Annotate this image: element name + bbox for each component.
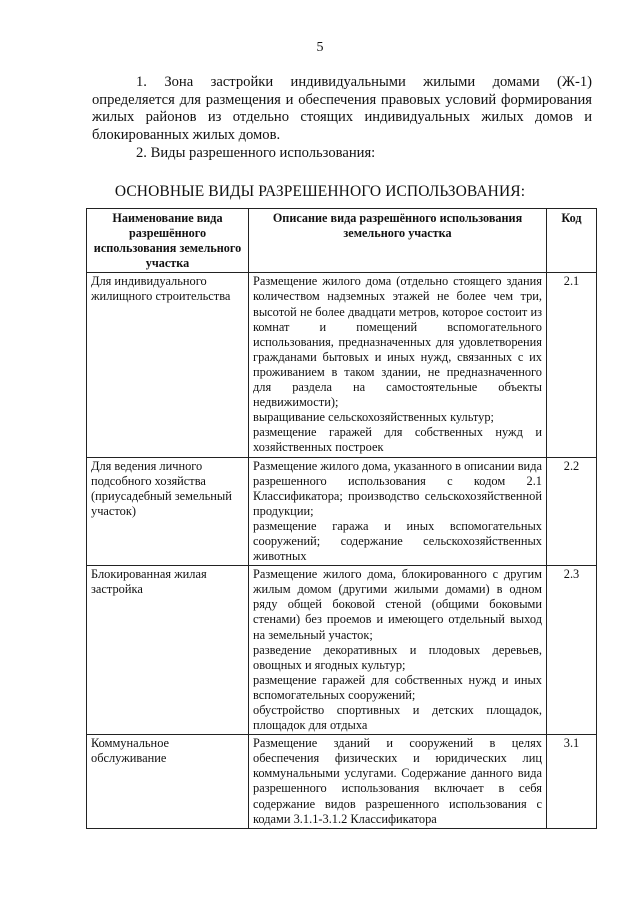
section-title: ОСНОВНЫЕ ВИДЫ РАЗРЕШЕННОГО ИСПОЛЬЗОВАНИЯ: xyxy=(114,183,526,200)
header-code: Код xyxy=(547,209,597,273)
use-name: Блокированная жилая застройка xyxy=(87,566,249,735)
description-line: Размещение жилого дома, блокированного с другим жилым домом (другими жилыми домами) в одном ряду общей боковой стеной (общими боковыми стенами) без проемов и имеющего отдельный выход на земельный участок; xyxy=(253,567,542,642)
use-description xyxy=(249,457,547,566)
use-description xyxy=(249,273,547,457)
table-row xyxy=(87,566,597,735)
use-description xyxy=(249,566,547,735)
table-row xyxy=(87,273,597,457)
table-row xyxy=(87,457,597,566)
description-line: выращивание сельскохозяйственных культур; xyxy=(253,410,495,425)
description-line: размещение гаражей для собственных нужд и иных вспомогательных сооружений; xyxy=(253,672,542,702)
intro-paragraph-zone: 1. Зона застройки индивидуальными жилыми домами (Ж-1) определяется для размещения и обеспечения правовых условий формирования жилых районов из отдельно стоящих индивидуальных жилых домов и блокированных жилых домов. xyxy=(92,74,592,143)
header-description: Описание вида разрешённого использования земельного участка xyxy=(249,209,547,273)
permitted-uses-table xyxy=(86,208,597,829)
use-name: Для индивидуального жилищного строительства xyxy=(87,273,249,457)
use-name: Коммунальное обслуживание xyxy=(87,735,249,829)
intro-paragraph-uses: 2. Виды разрешенного использования: xyxy=(136,145,376,161)
use-code: 3.1 xyxy=(547,735,597,829)
use-code: 2.1 xyxy=(547,273,597,457)
use-code: 2.3 xyxy=(547,566,597,735)
description-line: размещение гаража и иных вспомогательных сооружений; содержание сельскохозяйственных животных xyxy=(253,518,542,564)
header-name: Наименование вида разрешённого использования земельного участка xyxy=(87,209,249,273)
table-header-row xyxy=(87,209,597,273)
page-number: 5 xyxy=(316,40,324,55)
description-line: Размещение жилого дома (отдельно стоящего здания количеством надземных этажей не более чем три, высотой не более двадцати метров, которое состоит из комнат и помещений вспомогательного использования, предназначенных для удовлетворения гражданами бытовых и иных нужд, связанных с их проживанием в таком здании, не предназначенного для раздела на самостоятельные объекты недвижимости); xyxy=(253,274,542,410)
description-line: Размещение зданий и сооружений в целях обеспечения физических и юридических лиц коммунальными услугами. Содержание данного вида разрешенного использования включает в себя содержание видов разрешенного использования с кодами 3.1.1-3.1.2 Классификатора xyxy=(253,736,542,826)
description-line: Размещение жилого дома, указанного в описании вида разрешенного использования с кодом 2.1 Классификатора; производство сельскохозяйственной продукции; xyxy=(253,458,542,518)
description-line: размещение гаражей для собственных нужд и хозяйственных построек xyxy=(253,425,542,455)
use-code: 2.2 xyxy=(547,457,597,566)
table-row xyxy=(87,735,597,829)
description-line: разведение декоративных и плодовых деревьев, овощных и ягодных культур; xyxy=(253,642,542,672)
use-name: Для ведения личного подсобного хозяйства (приусадебный земельный участок) xyxy=(87,457,249,566)
description-line: обустройство спортивных и детских площадок, площадок для отдыха xyxy=(253,703,542,733)
use-description xyxy=(249,735,547,829)
